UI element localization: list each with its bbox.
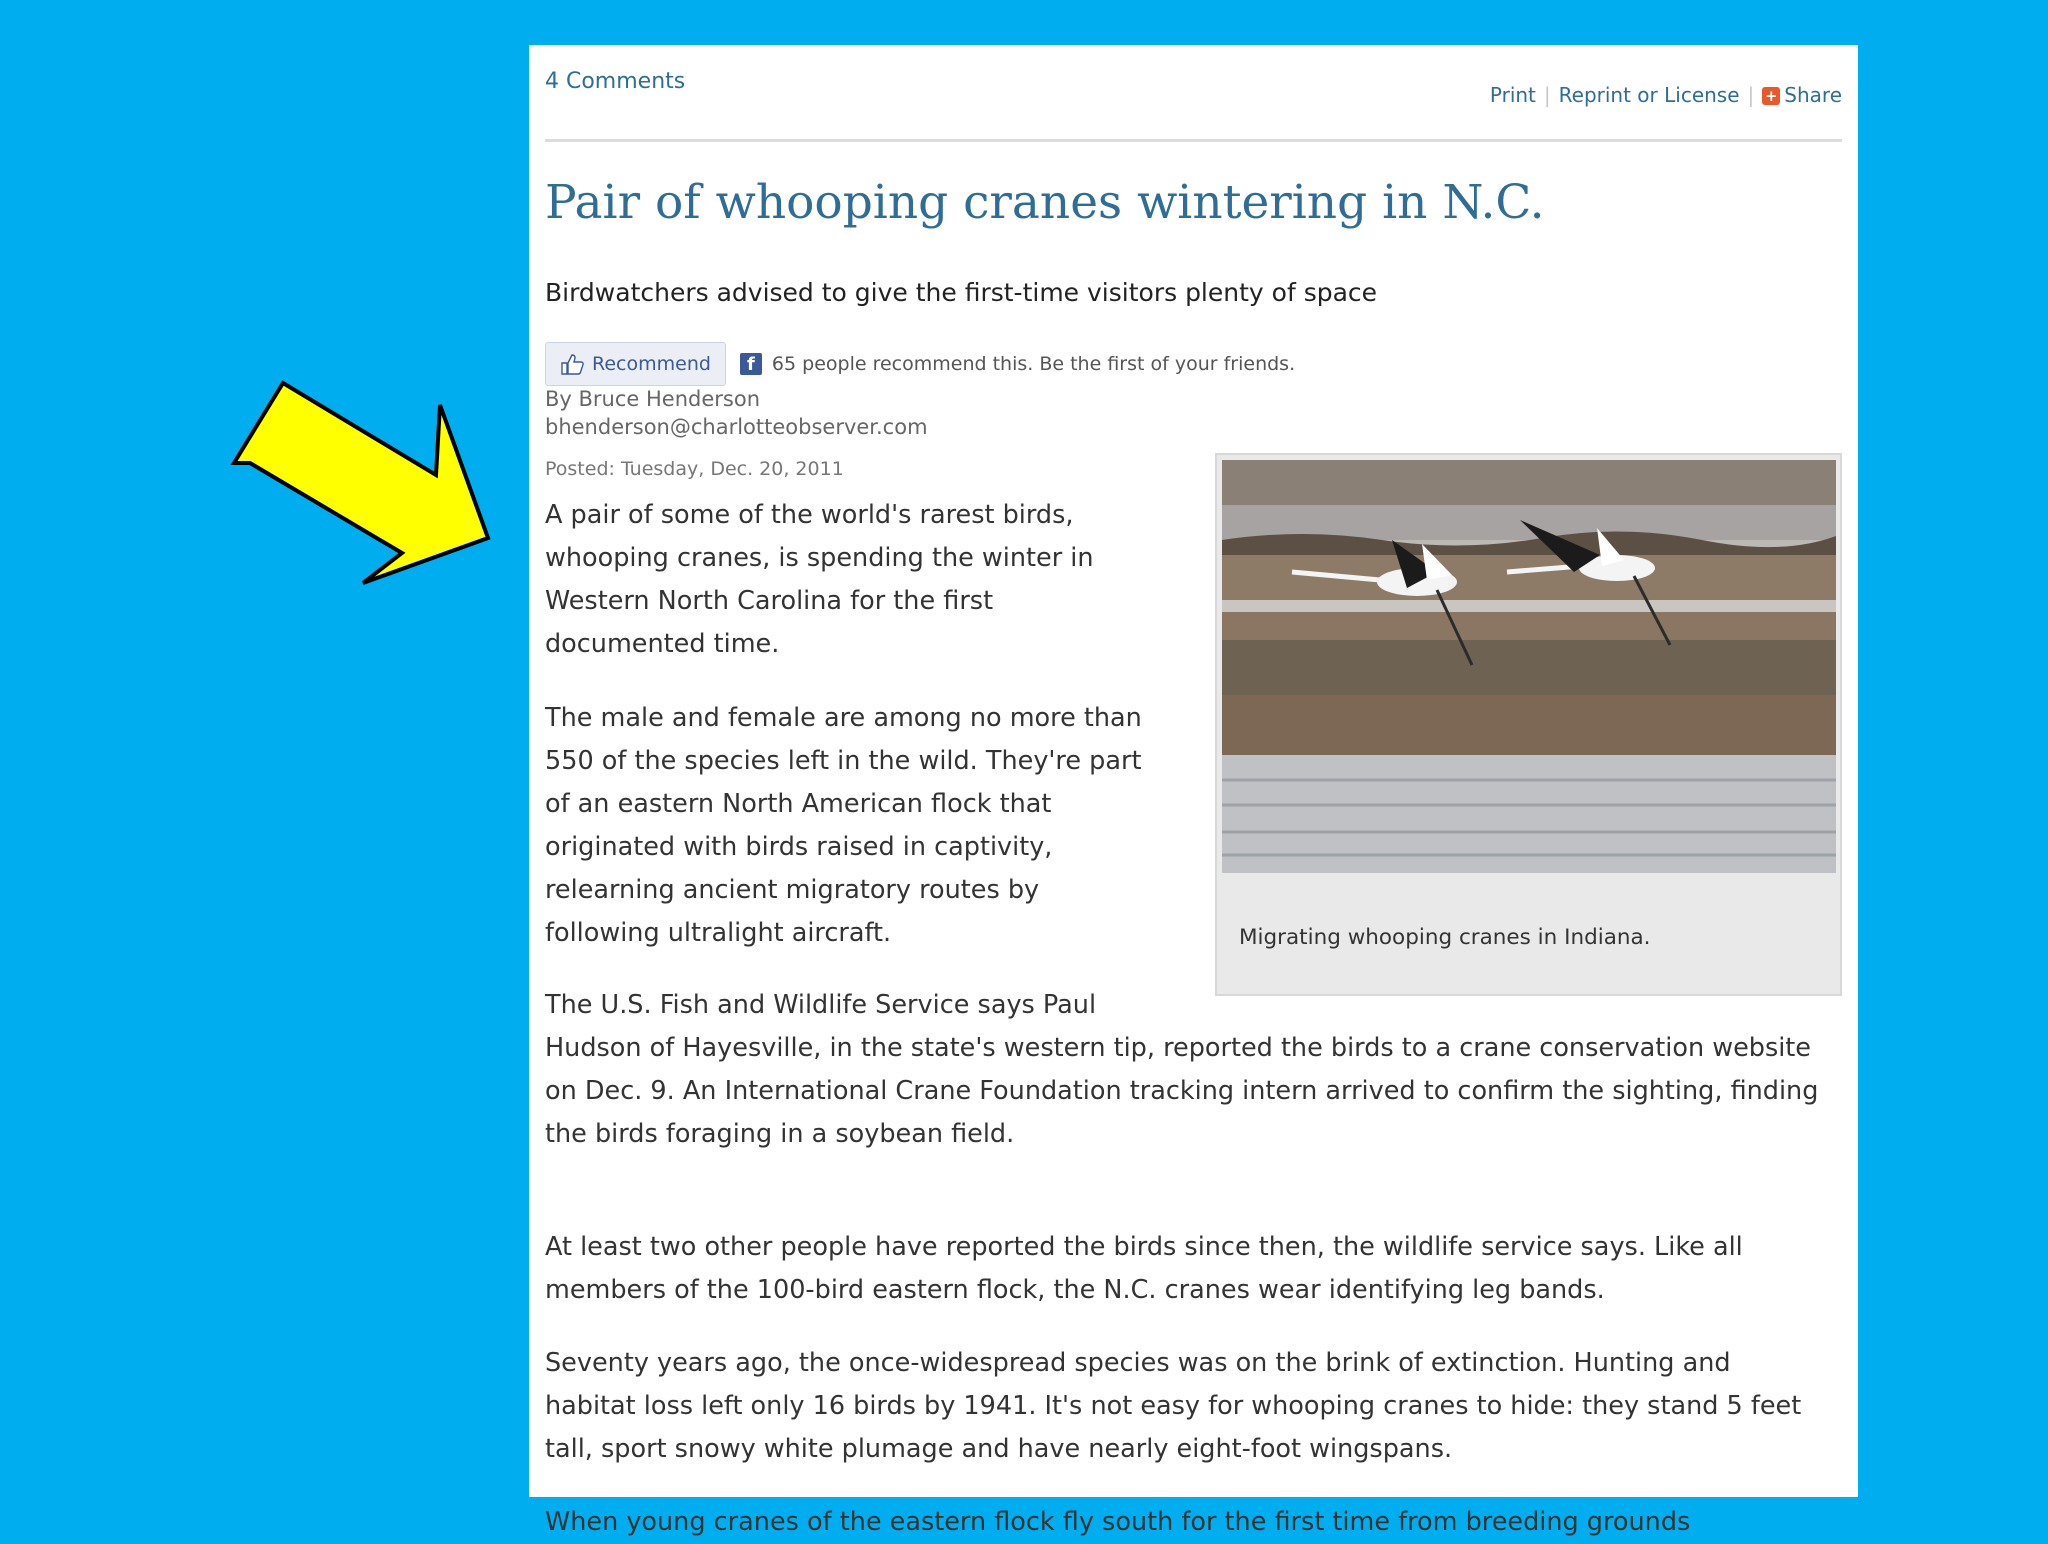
posted-date: Posted: Tuesday, Dec. 20, 2011 <box>545 458 844 480</box>
subheadline: Birdwatchers advised to give the first-time visitors plenty of space <box>545 278 1378 307</box>
article-toolbar <box>545 45 1842 142</box>
share-link[interactable]: Share <box>1784 83 1842 107</box>
paragraph-5: Seventy years ago, the once-widespread species was on the brink of extinction. Hunting and habitat loss left only 16 birds by 1941. It's not easy for whooping cranes to hide: they stand 5 feet tall, sport snowy white plumage and have nearly eight-foot wingspans. <box>545 1348 1802 1464</box>
article-tools: Print | Reprint or License | + Share <box>1489 83 1842 107</box>
paragraph-3-text: The U.S. Fish and Wildlife Service says Paul Hudson of Hayesville, in the state's western tip, reported the birds to a crane conservation website on Dec. 9. An International Crane Foundation tracking intern arrived to confirm the sighting, finding the birds foraging in a soybean field. <box>545 990 1819 1149</box>
recommend-label: Recommend <box>592 353 711 375</box>
photo-caption: Migrating whooping cranes in Indiana. <box>1239 925 1651 950</box>
byline <box>545 385 928 441</box>
cranes-photo <box>1222 460 1836 873</box>
print-link[interactable]: Print <box>1489 83 1536 107</box>
recommend-count: 65 people recommend this. Be the first of your friends. <box>771 353 1296 375</box>
paragraph-4: At least two other people have reported the birds since then, the wildlife service says. Like all members of the 100-bird eastern flock, the N.C. cranes wear identifying leg bands. <box>545 1232 1743 1305</box>
paragraph-3 <box>545 984 1820 1156</box>
comments-link[interactable]: 4 Comments <box>545 69 686 94</box>
reprint-link[interactable]: Reprint or License <box>1558 83 1740 107</box>
photo-figure <box>1215 453 1842 996</box>
facebook-icon: f <box>740 353 762 375</box>
recommend-row <box>545 343 1295 385</box>
thumbs-up-icon <box>560 353 584 375</box>
share-icon[interactable]: + <box>1762 87 1780 105</box>
paragraph-1: A pair of some of the world's rarest birds, whooping cranes, is spending the winter in Western North Carolina for the first documented time. <box>545 500 1094 659</box>
arrow-icon <box>230 378 500 588</box>
author-email[interactable]: bhenderson@charlotteobserver.com <box>545 415 928 439</box>
paragraph-6: When young cranes of the eastern flock fly south for the first time from breeding grounds <box>545 1507 1691 1537</box>
recommend-button[interactable] <box>545 342 726 386</box>
author-name: By Bruce Henderson <box>545 387 761 411</box>
paragraph-2: The male and female are among no more than 550 of the species left in the wild. They're part of an eastern North American flock that originated with birds raised in captivity, relearning ancient migratory routes by following ultralight aircraft. <box>545 703 1142 948</box>
headline: Pair of whooping cranes wintering in N.C. <box>545 175 1545 230</box>
article-page <box>529 45 1858 1537</box>
